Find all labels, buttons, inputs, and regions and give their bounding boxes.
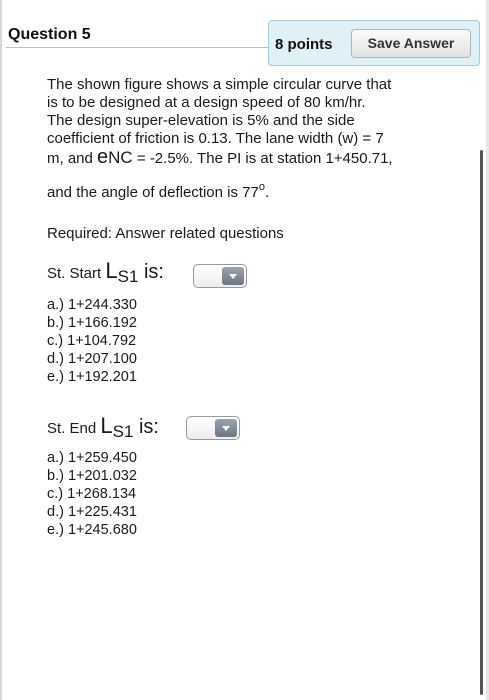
e-symbol: e [97,146,109,168]
required-text: Required: Answer related questions [47,225,284,242]
prompt-line: is to be designed at a design speed of 80 km/hr. [47,94,366,111]
prompt-line [47,178,447,202]
prompt-text: . [264,184,270,201]
prompt-line: coefficient of friction is 0.13. The lane width (w) = 7 [47,130,384,147]
chevron-down-icon [215,419,237,437]
points-label: 8 points [275,36,333,53]
st-end-label [47,413,159,442]
option-item: d.) 1+207.100 [47,351,137,367]
prompt-line [47,148,447,168]
prompt-text: and the angle of deflection is 77 [47,184,259,201]
label-suffix: is: [138,261,164,283]
scrollbar-thumb[interactable] [480,150,483,695]
question-prompt [47,76,447,202]
chevron-down-icon [222,267,244,285]
ls-subscript: S1 [117,267,139,286]
prompt-text: m, and [47,150,98,167]
option-item: b.) 1+201.032 [47,468,137,484]
left-border [0,0,2,700]
option-item: e.) 1+245.680 [47,522,137,538]
st-start-label [47,258,164,287]
header-divider [6,47,268,48]
option-item: a.) 1+244.330 [47,297,137,313]
degree-symbol: o [258,181,265,193]
option-item: a.) 1+259.450 [47,450,137,466]
st-end-dropdown[interactable] [186,416,240,440]
label-suffix: is: [133,416,159,438]
option-item: c.) 1+268.134 [47,486,137,502]
question-title: Question 5 [8,26,91,43]
option-item: b.) 1+166.192 [47,315,137,331]
save-answer-button[interactable]: Save Answer [351,29,471,58]
ls-symbol: L [105,258,118,283]
ls-subscript: S1 [112,422,134,441]
ls-symbol: L [100,413,113,438]
prompt-line: The shown figure shows a simple circular curve that [47,76,392,93]
prompt-text: = -2.5%. The PI is at station 1+450.71, [132,150,393,167]
label-prefix: St. Start [47,265,106,282]
st-end-options [47,449,137,539]
option-item: e.) 1+192.201 [47,369,137,385]
label-prefix: St. End [47,420,101,437]
st-start-options [47,296,137,386]
option-item: c.) 1+104.792 [47,333,137,349]
nc-subscript: NC [108,148,133,167]
option-item: d.) 1+225.431 [47,504,137,520]
points-panel [268,20,480,66]
st-start-dropdown[interactable] [193,264,247,288]
prompt-line: The design super-elevation is 5% and the side [47,112,355,129]
